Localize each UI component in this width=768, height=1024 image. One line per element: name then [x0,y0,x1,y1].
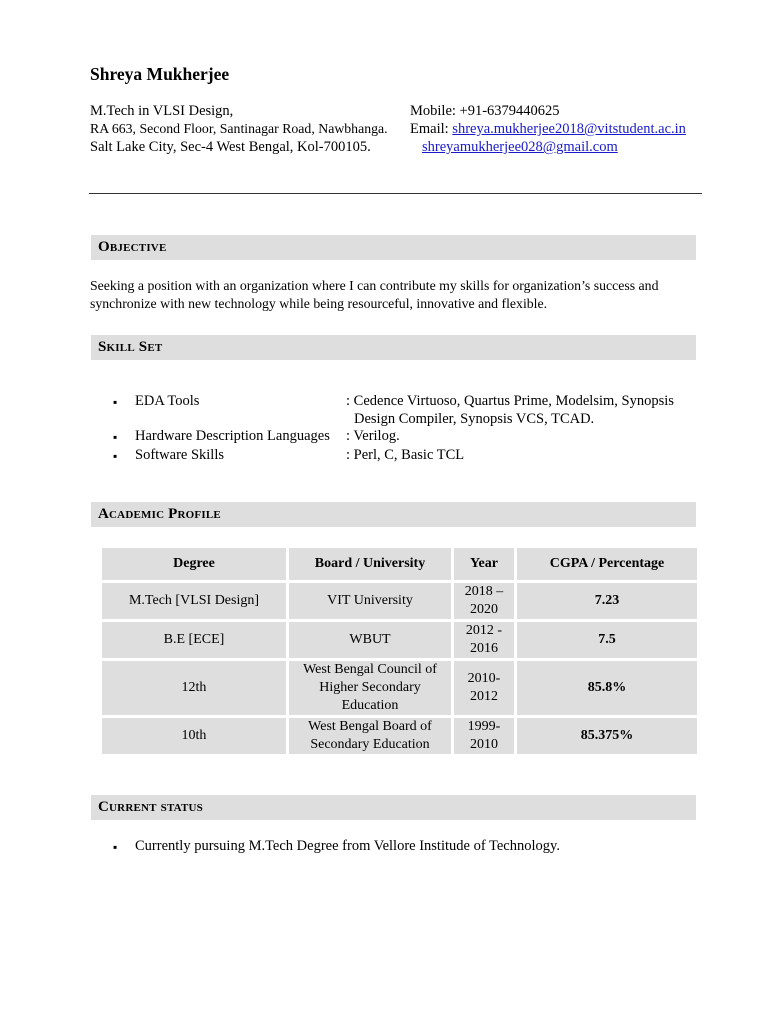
email-label: Email: [410,121,453,137]
degree-cell: B.E [ECE] [102,622,286,658]
year-cell: 2012 - 2016 [454,622,514,658]
board-cell: West Bengal Board of Secondary Education [289,718,451,754]
email-link-primary[interactable]: shreya.mukherjee2018@vitstudent.ac.in [452,121,686,137]
score-cell: 85.8% [517,661,697,715]
column-header: Board / University [289,548,451,580]
section-title-status: Current status [98,799,203,815]
skill-value: : Perl, C, Basic TCL [346,447,465,463]
section-header-skills [91,335,696,360]
board-cell: WBUT [289,622,451,658]
column-header: Degree [102,548,286,580]
section-title-academic: Academic Profile [98,506,221,522]
column-header: Year [454,548,514,580]
score-cell: 85.375% [517,718,697,754]
table-row [102,661,697,715]
column-header: CGPA / Percentage [517,548,697,580]
bullet-icon: ▪ [113,395,118,409]
year-cell: 2010- 2012 [454,661,514,715]
degree-cell: 12th [102,661,286,715]
table-row [102,622,697,658]
skill-label: Hardware Description Languages [135,428,330,444]
section-header-objective [91,235,696,260]
skill-value: : Verilog. [346,428,400,444]
bullet-icon: ▪ [113,430,118,444]
address-line-street: RA 663, Second Floor, Santinagar Road, Nawbhanga. [90,121,388,136]
year-cell: 1999- 2010 [454,718,514,754]
bullet-icon: ▪ [113,449,118,463]
bullet-icon: ▪ [113,840,118,854]
candidate-name: Shreya Mukherjee [90,64,230,84]
section-title-objective: Objective [98,239,167,255]
score-cell: 7.5 [517,622,697,658]
year-cell: 2018 – 2020 [454,583,514,619]
address-line-city: Salt Lake City, Sec-4 West Bengal, Kol-700105. [90,139,371,155]
objective-text: Seeking a position with an organization where I can contribute my skills for organization’s success and synchronize with new technology while being resourceful, innovative and flexible. [90,278,659,311]
skill-value: : Cedence Virtuoso, Quartus Prime, Modelsim, Synopsis [346,393,674,409]
status-item: Currently pursuing M.Tech Degree from Vellore Institude of Technology. [135,838,560,854]
degree-cell: 10th [102,718,286,754]
academic-table [99,545,700,757]
score-cell: 7.23 [517,583,697,619]
degree-cell: M.Tech [VLSI Design] [102,583,286,619]
mobile-number: Mobile: +91-6379440625 [410,103,560,119]
address-line-degree: M.Tech in VLSI Design, [90,103,234,119]
board-cell: VIT University [289,583,451,619]
header-divider [89,193,702,194]
email-row [410,121,686,138]
skill-label: EDA Tools [135,393,200,409]
board-cell: West Bengal Council of Higher Secondary Education [289,661,451,715]
section-header-status [91,795,696,820]
section-title-skills: Skill Set [98,339,163,355]
table-row [102,583,697,619]
section-header-academic [91,502,696,527]
email-link-secondary[interactable]: shreyamukherjee028@gmail.com [422,139,618,155]
skill-label: Software Skills [135,447,225,463]
table-row [102,718,697,754]
skill-value-continued: Design Compiler, Synopsis VCS, TCAD. [354,411,595,427]
email-secondary-row [422,139,618,156]
table-header-row [102,548,697,580]
